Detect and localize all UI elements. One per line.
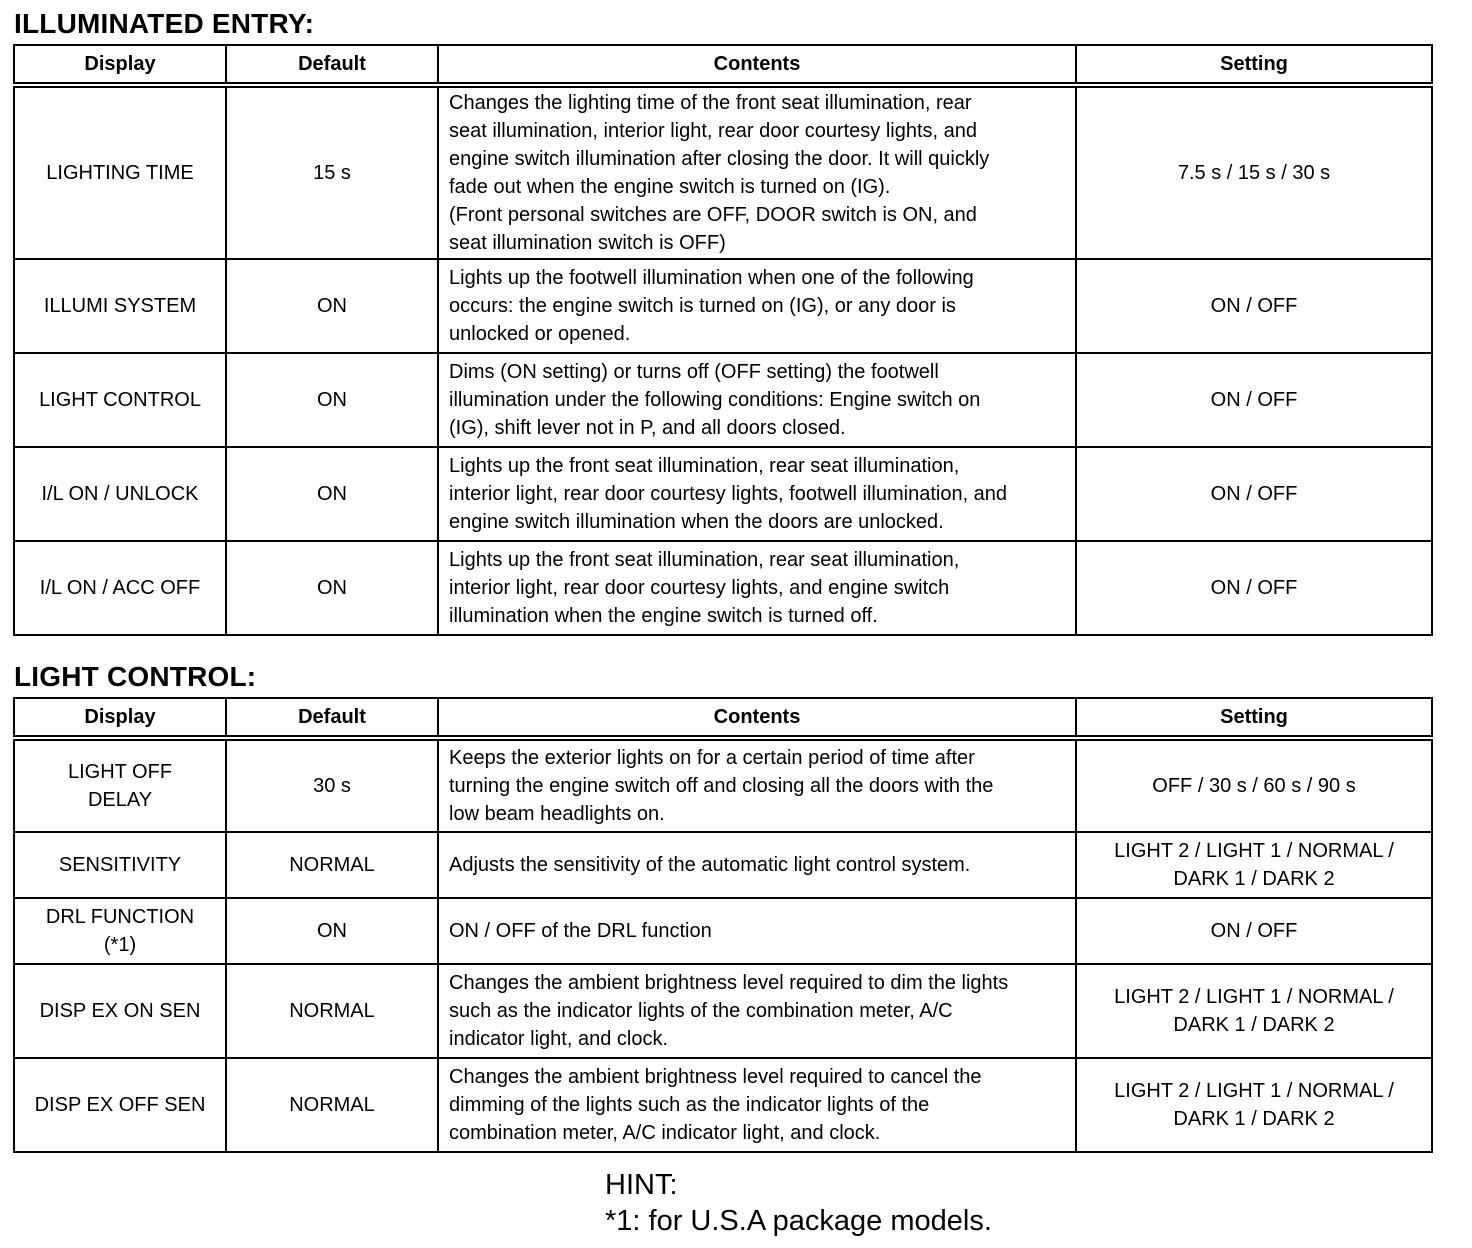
display-cell-line: LIGHT OFF xyxy=(67,761,173,783)
display-cell-line: LIGHTING TIME xyxy=(46,162,194,184)
contents-cell xyxy=(438,85,1076,259)
display-cell xyxy=(14,1058,226,1152)
setting-cell xyxy=(1076,898,1432,964)
default-cell xyxy=(226,738,438,832)
default-cell-line: NORMAL xyxy=(289,1000,375,1022)
setting-cell-line: ON / OFF xyxy=(1210,295,1298,317)
default-cell xyxy=(226,832,438,898)
default-cell-line: 15 s xyxy=(313,162,351,184)
display-cell-line: DELAY xyxy=(87,789,153,811)
header-default: Default xyxy=(226,698,438,738)
header-contents: Contents xyxy=(438,45,1076,85)
contents-cell-line: engine switch illumination when the doors are unlocked. xyxy=(449,511,944,533)
contents-cell-line: Changes the ambient brightness level required to dim the lights xyxy=(449,972,1009,994)
default-cell xyxy=(226,353,438,447)
setting-cell-line: OFF / 30 s / 60 s / 90 s xyxy=(1152,775,1356,797)
setting-cell xyxy=(1076,964,1432,1058)
display-cell-line: I/L ON / ACC OFF xyxy=(39,577,201,599)
contents-cell-line: occurs: the engine switch is turned on (IG), or any door is xyxy=(449,295,956,317)
setting-cell-line: LIGHT 2 / LIGHT 1 / NORMAL / xyxy=(1114,986,1394,1008)
setting-cell xyxy=(1076,353,1432,447)
contents-cell-line: engine switch illumination after closing the door. It will quickly xyxy=(449,148,990,170)
display-cell-line: DRL FUNCTION xyxy=(45,906,195,928)
contents-cell xyxy=(438,832,1076,898)
contents-cell-line: Dims (ON setting) or turns off (OFF setting) the footwell xyxy=(449,361,939,383)
display-cell-line: ILLUMI SYSTEM xyxy=(43,295,197,317)
header-display: Display xyxy=(14,698,226,738)
contents-cell-line: interior light, rear door courtesy lights, and engine switch xyxy=(449,577,950,599)
default-cell-line: ON xyxy=(317,577,347,599)
setting-cell xyxy=(1076,259,1432,353)
contents-cell-line: Changes the lighting time of the front seat illumination, rear xyxy=(449,92,972,114)
display-cell-line: (*1) xyxy=(103,934,137,956)
display-cell xyxy=(14,259,226,353)
contents-cell-line: ON / OFF of the DRL function xyxy=(449,920,712,942)
default-cell-line: 30 s xyxy=(313,775,351,797)
setting-cell-line: LIGHT 2 / LIGHT 1 / NORMAL / xyxy=(1114,1080,1394,1102)
contents-cell xyxy=(438,1058,1076,1152)
setting-cell xyxy=(1076,85,1432,259)
header-setting: Setting xyxy=(1076,45,1432,85)
contents-cell-line: such as the indicator lights of the combination meter, A/C xyxy=(449,1000,953,1022)
setting-cell xyxy=(1076,1058,1432,1152)
contents-cell-line: seat illumination switch is OFF) xyxy=(449,232,726,254)
setting-cell-line: DARK 1 / DARK 2 xyxy=(1173,1014,1335,1036)
light-control-title: LIGHT CONTROL: xyxy=(14,661,257,692)
display-cell-line: SENSITIVITY xyxy=(58,854,182,876)
default-cell-line: ON xyxy=(317,920,347,942)
header-contents: Contents xyxy=(438,698,1076,738)
contents-cell-line: unlocked or opened. xyxy=(449,323,631,345)
hint-text: *1: for U.S.A package models. xyxy=(605,1205,992,1237)
table-header-row xyxy=(14,45,1432,85)
table-row xyxy=(14,832,1432,898)
contents-cell xyxy=(438,259,1076,353)
table-header-row xyxy=(14,698,1432,738)
default-cell xyxy=(226,1058,438,1152)
display-cell-line: DISP EX OFF SEN xyxy=(34,1094,206,1116)
contents-cell-line: (IG), shift lever not in P, and all doors closed. xyxy=(449,417,846,439)
hint-label: HINT: xyxy=(605,1169,678,1201)
contents-cell-line: Keeps the exterior lights on for a certain period of time after xyxy=(449,747,975,769)
display-cell xyxy=(14,832,226,898)
table-row xyxy=(14,259,1432,353)
setting-cell-line: ON / OFF xyxy=(1210,577,1298,599)
illuminated-entry-title: ILLUMINATED ENTRY: xyxy=(14,8,315,39)
table-row xyxy=(14,353,1432,447)
default-cell xyxy=(226,447,438,541)
contents-cell-line: Changes the ambient brightness level required to cancel the xyxy=(449,1066,982,1088)
default-cell xyxy=(226,259,438,353)
header-setting: Setting xyxy=(1076,698,1432,738)
contents-cell-line: Lights up the front seat illumination, rear seat illumination, xyxy=(449,549,960,571)
table-row xyxy=(14,447,1432,541)
setting-cell-line: ON / OFF xyxy=(1210,920,1298,942)
display-cell xyxy=(14,541,226,635)
display-cell xyxy=(14,85,226,259)
contents-cell xyxy=(438,898,1076,964)
setting-cell-line: DARK 1 / DARK 2 xyxy=(1173,1108,1335,1130)
display-cell-line: I/L ON / UNLOCK xyxy=(41,483,199,505)
contents-cell-line: seat illumination, interior light, rear door courtesy lights, and xyxy=(449,120,978,142)
contents-cell-line: turning the engine switch off and closing all the doors with the xyxy=(449,775,994,797)
default-cell xyxy=(226,85,438,259)
contents-cell-line: illumination when the engine switch is turned off. xyxy=(449,605,878,627)
default-cell xyxy=(226,898,438,964)
default-cell-line: NORMAL xyxy=(289,854,375,876)
display-cell xyxy=(14,898,226,964)
default-cell-line: NORMAL xyxy=(289,1094,375,1116)
contents-cell-line: Lights up the front seat illumination, rear seat illumination, xyxy=(449,455,960,477)
display-cell xyxy=(14,964,226,1058)
illuminated-entry-table xyxy=(13,44,1433,636)
table-row xyxy=(14,541,1432,635)
contents-cell-line: dimming of the lights such as the indicator lights of the xyxy=(449,1094,930,1116)
contents-cell xyxy=(438,353,1076,447)
setting-cell-line: ON / OFF xyxy=(1210,483,1298,505)
default-cell-line: ON xyxy=(317,483,347,505)
default-cell xyxy=(226,964,438,1058)
setting-cell xyxy=(1076,832,1432,898)
contents-cell xyxy=(438,447,1076,541)
contents-cell-line: Adjusts the sensitivity of the automatic light control system. xyxy=(449,854,971,876)
contents-cell-line: indicator light, and clock. xyxy=(449,1028,669,1050)
default-cell xyxy=(226,541,438,635)
header-display: Display xyxy=(14,45,226,85)
setting-cell xyxy=(1076,447,1432,541)
contents-cell-line: (Front personal switches are OFF, DOOR switch is ON, and xyxy=(449,204,977,226)
display-cell-line: LIGHT CONTROL xyxy=(39,389,201,411)
setting-cell-line: DARK 1 / DARK 2 xyxy=(1173,868,1335,890)
contents-cell-line: combination meter, A/C indicator light, and clock. xyxy=(449,1122,881,1144)
setting-cell-line: ON / OFF xyxy=(1210,389,1298,411)
table-row xyxy=(14,1058,1432,1152)
display-cell-line: DISP EX ON SEN xyxy=(39,1000,201,1022)
setting-cell-line: LIGHT 2 / LIGHT 1 / NORMAL / xyxy=(1114,840,1394,862)
header-default: Default xyxy=(226,45,438,85)
setting-cell xyxy=(1076,738,1432,832)
table-row xyxy=(14,85,1432,259)
light-control-table xyxy=(13,697,1433,1153)
contents-cell-line: low beam headlights on. xyxy=(449,803,665,825)
contents-cell xyxy=(438,738,1076,832)
contents-cell-line: illumination under the following conditions: Engine switch on xyxy=(449,389,981,411)
table-row xyxy=(14,738,1432,832)
table-row xyxy=(14,964,1432,1058)
display-cell xyxy=(14,447,226,541)
contents-cell-line: Lights up the footwell illumination when one of the following xyxy=(449,267,974,289)
display-cell xyxy=(14,353,226,447)
default-cell-line: ON xyxy=(317,389,347,411)
display-cell xyxy=(14,738,226,832)
contents-cell-line: fade out when the engine switch is turned on (IG). xyxy=(449,176,891,198)
setting-cell-line: 7.5 s / 15 s / 30 s xyxy=(1177,162,1331,184)
table-row xyxy=(14,898,1432,964)
setting-cell xyxy=(1076,541,1432,635)
default-cell-line: ON xyxy=(317,295,347,317)
contents-cell-line: interior light, rear door courtesy lights, footwell illumination, and xyxy=(449,483,1008,505)
contents-cell xyxy=(438,964,1076,1058)
contents-cell xyxy=(438,541,1076,635)
